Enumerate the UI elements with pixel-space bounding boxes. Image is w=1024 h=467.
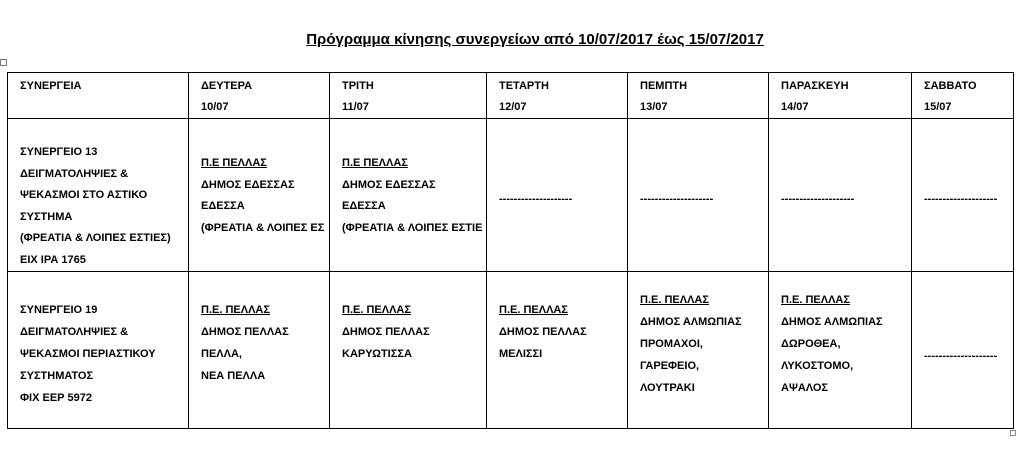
empty-marker: -------------------- bbox=[924, 193, 998, 205]
schedule-table bbox=[7, 72, 1014, 429]
location-line: ΔΗΜΟΣ ΠΕΛΛΑΣ bbox=[499, 326, 587, 338]
location-line: ΝΕΑ ΠΕΛΛΑ bbox=[201, 370, 266, 382]
schedule-cell-wednesday[interactable] bbox=[487, 119, 628, 272]
region-label: Π.Ε. ΠΕΛΛΑΣ bbox=[201, 304, 270, 316]
empty-marker: -------------------- bbox=[640, 193, 714, 205]
document-title[interactable]: Πρόγραμμα κίνησης συνεργείων από 10/07/2017 έως 15/07/2017 bbox=[306, 31, 764, 48]
header-date-label: 14/07 bbox=[781, 101, 809, 113]
header-day-label: ΠΑΡΑΣΚΕΥΗ bbox=[781, 80, 849, 92]
header-cell-monday[interactable] bbox=[189, 73, 330, 119]
header-crews-label: ΣΥΝΕΡΓΕΙΑ bbox=[20, 80, 82, 92]
header-cell-crews[interactable] bbox=[8, 73, 189, 119]
region-label: Π.Ε. ΠΕΛΛΑΣ bbox=[342, 304, 411, 316]
crew-cell[interactable] bbox=[8, 119, 189, 272]
schedule-cell-saturday[interactable] bbox=[912, 272, 1014, 429]
schedule-cell-friday[interactable] bbox=[769, 119, 912, 272]
empty-marker: -------------------- bbox=[924, 350, 998, 362]
location-line: (ΦΡΕΑΤΙΑ & ΛΟΙΠΕΣ ΕΣΤΙΕ bbox=[342, 221, 483, 234]
crew-line: ΦΙΧ ΕΕΡ 5972 bbox=[20, 392, 93, 404]
crew-line: ΨΕΚΑΣΜΟΙ ΣΤΟ ΑΣΤΙΚΟ bbox=[20, 189, 148, 201]
crew-line: (ΦΡΕΑΤΙΑ & ΛΟΙΠΕΣ ΕΣΤΙΕΣ) bbox=[20, 232, 171, 244]
header-day-label: ΔΕΥΤΕΡΑ bbox=[201, 80, 253, 92]
schedule-cell-tuesday[interactable] bbox=[330, 119, 487, 272]
header-day-label: ΤΕΤΑΡΤΗ bbox=[499, 80, 549, 92]
table-resize-handle[interactable] bbox=[1010, 430, 1016, 436]
header-day-label: ΤΡΙΤΗ bbox=[342, 80, 374, 92]
region-label: Π.Ε ΠΕΛΛΑΣ bbox=[342, 157, 408, 169]
header-cell-saturday[interactable] bbox=[912, 73, 1014, 119]
table-row-crew-13 bbox=[8, 119, 1014, 272]
schedule-cell-thursday[interactable] bbox=[628, 119, 769, 272]
location-line: ΚΑΡΥΩΤΙΣΣΑ bbox=[342, 348, 412, 360]
location-line: ΜΕΛΙΣΣΙ bbox=[499, 348, 543, 360]
location-line: ΔΗΜΟΣ ΑΛΜΩΠΙΑΣ bbox=[781, 316, 883, 328]
header-date-label: 13/07 bbox=[640, 101, 668, 113]
location-line: ΠΡΟΜΑΧΟΙ, bbox=[640, 338, 703, 350]
crew-line: ΣΥΣΤΗΜΑΤΟΣ bbox=[20, 370, 94, 382]
location-line: ΔΗΜΟΣ ΑΛΜΩΠΙΑΣ bbox=[640, 316, 742, 328]
region-label: Π.Ε. ΠΕΛΛΑΣ bbox=[781, 294, 850, 306]
header-date-label: 12/07 bbox=[499, 101, 527, 113]
location-line: ΔΩΡΟΘΕΑ, bbox=[781, 338, 841, 350]
schedule-cell-monday[interactable] bbox=[189, 119, 330, 272]
location-line: ΠΕΛΛΑ, bbox=[201, 348, 242, 360]
crew-cell[interactable] bbox=[8, 272, 189, 429]
crew-line: ΣΥΝΕΡΓΕΙΟ 13 bbox=[20, 146, 98, 158]
location-line: ΔΗΜΟΣ ΕΔΕΣΣΑΣ bbox=[342, 178, 436, 191]
header-date-label: 11/07 bbox=[342, 101, 369, 113]
crew-line: ΕΙΧ ΙΡΑ 1765 bbox=[20, 253, 86, 266]
crew-line: ΣΥΣΤΗΜΑ bbox=[20, 210, 73, 223]
crew-line: ΨΕΚΑΣΜΟΙ ΠΕΡΙΑΣΤΙΚΟΥ bbox=[20, 348, 156, 360]
header-row bbox=[8, 73, 1014, 119]
crew-line: ΔΕΙΓΜΑΤΟΛΗΨΙΕΣ & bbox=[20, 167, 129, 180]
schedule-cell-friday[interactable] bbox=[769, 272, 912, 429]
region-label: Π.Ε ΠΕΛΛΑΣ bbox=[201, 157, 267, 169]
schedule-cell-saturday[interactable] bbox=[912, 119, 1014, 272]
header-cell-friday[interactable] bbox=[769, 73, 912, 119]
table-row-crew-19 bbox=[8, 272, 1014, 429]
location-line: ΑΨΑΛΟΣ bbox=[781, 382, 828, 394]
schedule-cell-thursday[interactable] bbox=[628, 272, 769, 429]
header-date-label: 10/07 bbox=[201, 101, 229, 113]
schedule-cell-tuesday[interactable] bbox=[330, 272, 487, 429]
empty-marker: -------------------- bbox=[499, 193, 573, 205]
table-move-handle[interactable] bbox=[0, 59, 7, 66]
location-line: ΕΔΕΣΣΑ bbox=[201, 200, 245, 212]
location-line: ΛΥΚΟΣΤΟΜΟ, bbox=[781, 360, 854, 372]
header-cell-wednesday[interactable] bbox=[487, 73, 628, 119]
location-line: ΔΗΜΟΣ ΠΕΛΛΑΣ bbox=[201, 326, 289, 338]
header-day-label: ΠΕΜΠΤΗ bbox=[640, 80, 688, 92]
location-line: ΔΗΜΟΣ ΕΔΕΣΣΑΣ bbox=[201, 178, 295, 191]
region-label: Π.Ε. ΠΕΛΛΑΣ bbox=[499, 304, 568, 316]
header-date-label: 15/07 bbox=[924, 101, 952, 113]
header-day-label: ΣΑΒΒΑΤΟ bbox=[924, 80, 977, 92]
location-line: ΓΑΡΕΦΕΙΟ, bbox=[640, 360, 700, 372]
region-label: Π.Ε. ΠΕΛΛΑΣ bbox=[640, 294, 709, 306]
header-cell-tuesday[interactable] bbox=[330, 73, 487, 119]
location-line: (ΦΡΕΑΤΙΑ & ΛΟΙΠΕΣ ΕΣ bbox=[201, 221, 325, 234]
schedule-cell-monday[interactable] bbox=[189, 272, 330, 429]
location-line: ΔΗΜΟΣ ΠΕΛΛΑΣ bbox=[342, 326, 430, 338]
location-line: ΕΔΕΣΣΑ bbox=[342, 200, 386, 212]
location-line: ΛΟΥΤΡΑΚΙ bbox=[640, 382, 695, 394]
crew-line: ΣΥΝΕΡΓΕΙΟ 19 bbox=[20, 304, 98, 316]
empty-marker: -------------------- bbox=[781, 193, 855, 205]
crew-line: ΔΕΙΓΜΑΤΟΛΗΨΙΕΣ & bbox=[20, 326, 129, 338]
schedule-cell-wednesday[interactable] bbox=[487, 272, 628, 429]
header-cell-thursday[interactable] bbox=[628, 73, 769, 119]
